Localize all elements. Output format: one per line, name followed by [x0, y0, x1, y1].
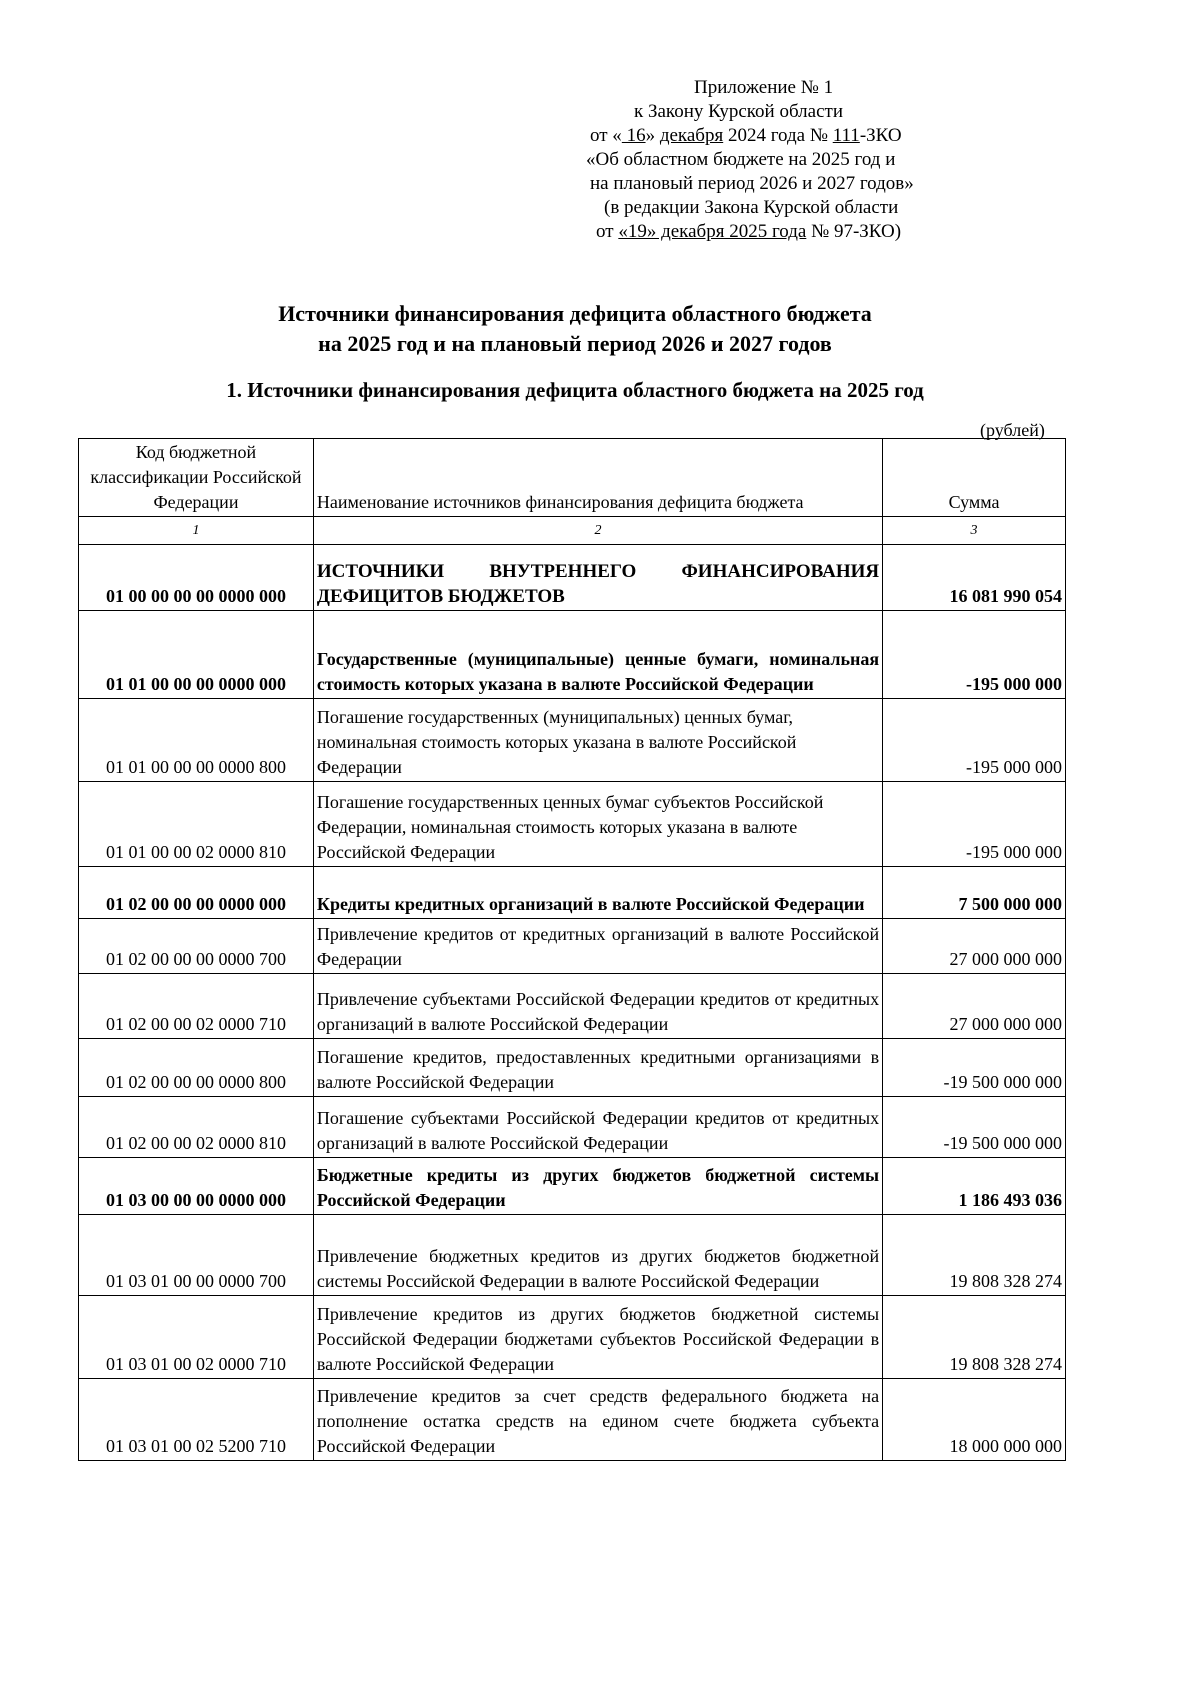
row-sum: -19 500 000 000 [883, 1039, 1066, 1097]
document-title-line1: Источники финансирования дефицита областного бюджета [278, 301, 872, 326]
row-sum: 19 808 328 274 [883, 1215, 1066, 1296]
row-code: 01 01 00 00 02 0000 810 [79, 782, 314, 867]
row-sum: 19 808 328 274 [883, 1296, 1066, 1379]
row-code: 01 01 00 00 00 0000 000 [79, 611, 314, 699]
row-name: Привлечение кредитов за счет средств федерального бюджета на пополнение остатка средств на едином счете бюджета субъекта Российской Федерации [313, 1379, 882, 1461]
row-code: 01 00 00 00 00 0000 000 [79, 545, 314, 611]
col-header-sum: Сумма [883, 439, 1066, 517]
col-index-2: 2 [313, 517, 882, 545]
appendix-revision-1: (в редакции Закона Курской области [604, 197, 899, 218]
row-name: ИСТОЧНИКИ ВНУТРЕННЕГО ФИНАНСИРОВАНИЯ ДЕФИЦИТОВ БЮДЖЕТОВ [313, 545, 882, 611]
table-row [79, 611, 1066, 699]
appendix-law-title-1: «Об областном бюджете на 2025 год и [586, 149, 896, 170]
row-code: 01 02 00 00 00 0000 700 [79, 919, 314, 974]
appendix-law-ref: к Закону Курской области [634, 101, 843, 122]
table-row [79, 782, 1066, 867]
row-code: 01 03 01 00 02 5200 710 [79, 1379, 314, 1461]
table-row [79, 1158, 1066, 1215]
row-code: 01 03 01 00 02 0000 710 [79, 1296, 314, 1379]
row-name: Погашение субъектами Российской Федерации кредитов от кредитных организаций в валюте Российской Федерации [313, 1097, 882, 1158]
row-code: 01 02 00 00 02 0000 810 [79, 1097, 314, 1158]
row-name: Погашение государственных ценных бумаг субъектов Российской Федерации, номинальная стоимость которых указана в валюте Российской Федерации [313, 782, 882, 867]
row-code: 01 03 01 00 00 0000 700 [79, 1215, 314, 1296]
row-sum: 1 186 493 036 [883, 1158, 1066, 1215]
row-name: Привлечение кредитов из других бюджетов бюджетной системы Российской Федерации бюджетами субъектов Российской Федерации в валюте Российской Федерации [313, 1296, 882, 1379]
table-row [79, 919, 1066, 974]
row-sum: 7 500 000 000 [883, 867, 1066, 919]
table-row [79, 867, 1066, 919]
appendix-law-title-2: на плановый период 2026 и 2027 годов» [590, 173, 914, 194]
row-name: Привлечение субъектами Российской Федерации кредитов от кредитных организаций в валюте Российской Федерации [313, 974, 882, 1039]
row-sum: 27 000 000 000 [883, 974, 1066, 1039]
document-title-line2: на 2025 год и на плановый период 2026 и 2027 годов [318, 331, 832, 356]
row-sum: -19 500 000 000 [883, 1097, 1066, 1158]
row-name: Привлечение бюджетных кредитов из других бюджетов бюджетной системы Российской Федерации в валюте Российской Федерации [313, 1215, 882, 1296]
row-sum: 18 000 000 000 [883, 1379, 1066, 1461]
row-name: Погашение кредитов, предоставленных кредитными организациями в валюте Российской Федерации [313, 1039, 882, 1097]
row-code: 01 01 00 00 00 0000 800 [79, 699, 314, 782]
table-row [79, 1379, 1066, 1461]
units-label: (рублей) [980, 420, 1045, 440]
col-header-code: Код бюджетной классификации Российской Федерации [79, 439, 314, 517]
row-code: 01 02 00 00 02 0000 710 [79, 974, 314, 1039]
table-row [79, 1215, 1066, 1296]
row-name: Кредиты кредитных организаций в валюте Российской Федерации [313, 867, 882, 919]
appendix-law-date: от « 16» декабря 2024 года № 111-ЗКО [590, 125, 902, 146]
table-header-row [79, 439, 1066, 517]
appendix-revision-2: от «19» декабря 2025 года № 97-ЗКО) [596, 221, 902, 242]
col-index-1: 1 [79, 517, 314, 545]
row-sum: 27 000 000 000 [883, 919, 1066, 974]
table-row [79, 1296, 1066, 1379]
table-row [79, 1097, 1066, 1158]
appendix-number: Приложение № 1 [694, 77, 834, 98]
table-row [79, 545, 1066, 611]
col-header-name: Наименование источников финансирования дефицита бюджета [313, 439, 882, 517]
section-title: 1. Источники финансирования дефицита областного бюджета на 2025 год [226, 378, 924, 402]
row-sum: -195 000 000 [883, 699, 1066, 782]
row-name: Государственные (муниципальные) ценные бумаги, номинальная стоимость которых указана в валюте Российской Федерации [313, 611, 882, 699]
table-row [79, 1039, 1066, 1097]
row-sum: -195 000 000 [883, 782, 1066, 867]
col-index-3: 3 [883, 517, 1066, 545]
table-row [79, 974, 1066, 1039]
row-name: Бюджетные кредиты из других бюджетов бюджетной системы Российской Федерации [313, 1158, 882, 1215]
financing-sources-table [78, 438, 1066, 1461]
row-name: Погашение государственных (муниципальных) ценных бумаг, номинальная стоимость которых указана в валюте Российской Федерации [313, 699, 882, 782]
row-code: 01 02 00 00 00 0000 800 [79, 1039, 314, 1097]
row-code: 01 02 00 00 00 0000 000 [79, 867, 314, 919]
row-name: Привлечение кредитов от кредитных организаций в валюте Российской Федерации [313, 919, 882, 974]
row-code: 01 03 00 00 00 0000 000 [79, 1158, 314, 1215]
appendix-header [560, 76, 960, 244]
row-sum: 16 081 990 054 [883, 545, 1066, 611]
table-index-row [79, 517, 1066, 545]
row-sum: -195 000 000 [883, 611, 1066, 699]
table-row [79, 699, 1066, 782]
